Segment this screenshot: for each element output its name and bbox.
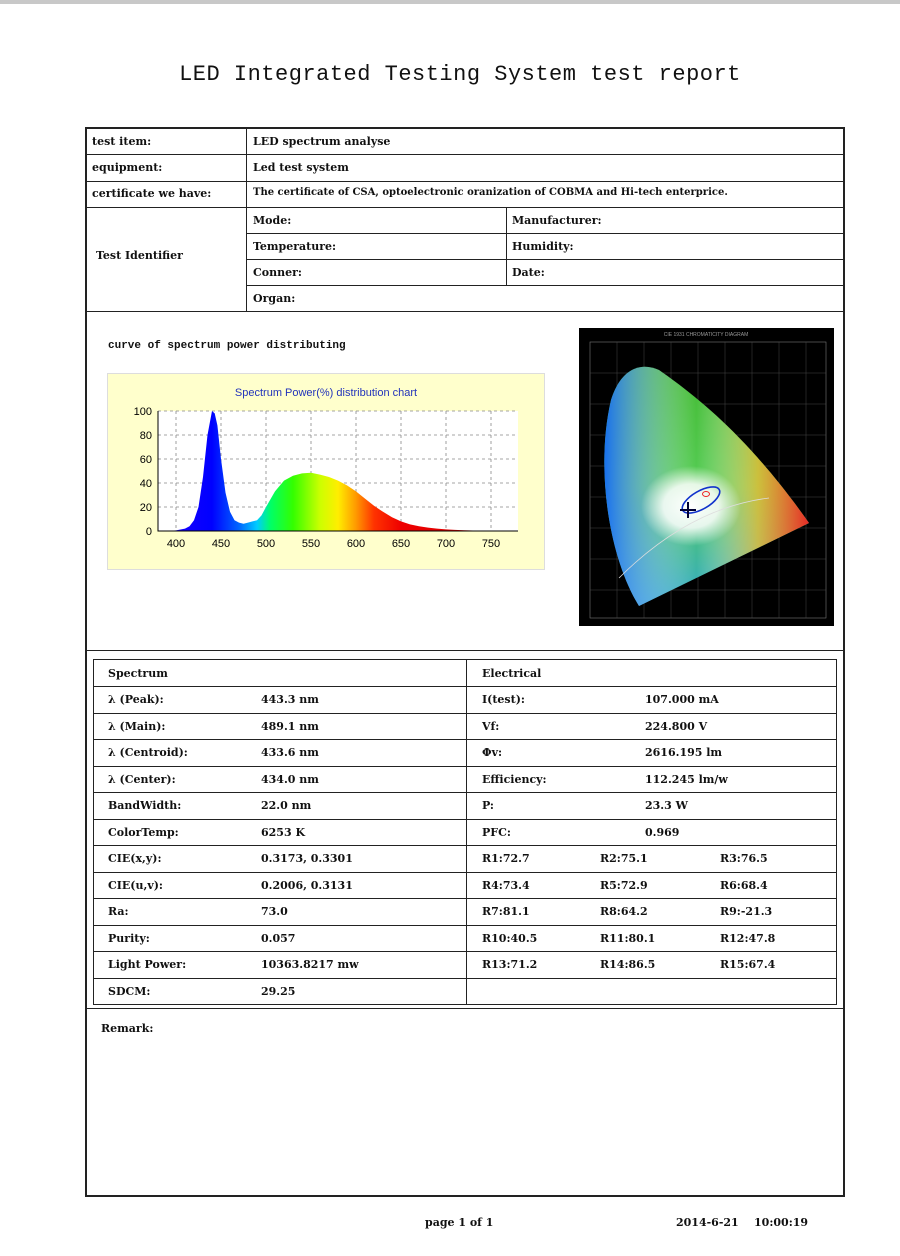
electrical-row-value: 112.245 lm/w <box>645 773 728 786</box>
cie-chromaticity-diagram <box>579 328 834 626</box>
electrical-row-label: I(test): <box>482 693 525 706</box>
spectrum-row-value: 0.057 <box>261 932 296 945</box>
electrical-row-label: Vf: <box>482 720 500 733</box>
test-item-value: LED spectrum analyse <box>253 135 391 148</box>
cri-value: R14:86.5 <box>600 958 656 971</box>
y-tick-label: 40 <box>139 478 152 490</box>
cri-value: R13:71.2 <box>482 958 538 971</box>
row-divider <box>94 766 836 767</box>
row-divider <box>94 951 836 952</box>
cie-diagram-svg <box>579 328 834 626</box>
test-item-label: test item: <box>92 135 152 148</box>
divider <box>86 311 844 312</box>
row-divider <box>94 845 836 846</box>
divider <box>86 154 844 155</box>
divider <box>246 128 247 311</box>
cie-title: CIE 1931 CHROMATICITY DIAGRAM <box>663 332 749 338</box>
manufacturer-label: Manufacturer: <box>512 214 602 227</box>
cri-value: R10:40.5 <box>482 932 538 945</box>
cri-value: R4:73.4 <box>482 879 530 892</box>
report-title: LED Integrated Testing System test report <box>179 62 741 87</box>
cri-value: R9:-21.3 <box>720 905 773 918</box>
y-tick-label: 100 <box>133 406 152 418</box>
y-tick-label: 80 <box>139 430 152 442</box>
row-divider <box>94 925 836 926</box>
spectrum-row-value: 0.2006, 0.3131 <box>261 879 353 892</box>
spectrum-row-label: Ra: <box>108 905 129 918</box>
spectrum-header: Spectrum <box>108 667 168 680</box>
humidity-label: Humidity: <box>512 240 574 253</box>
row-divider <box>94 978 836 979</box>
cri-value: R1:72.7 <box>482 852 530 865</box>
cri-value: R5:72.9 <box>600 879 648 892</box>
x-tick-label: 700 <box>436 538 456 550</box>
curve-label: curve of spectrum power distributing <box>108 340 346 352</box>
spectrum-row-value: 10363.8217 mw <box>261 958 359 971</box>
cri-value: R6:68.4 <box>720 879 768 892</box>
electrical-row-label: Φv: <box>482 746 503 759</box>
certificate-value: The certificate of CSA, optoelectronic oranization of COBMA and Hi-tech enterprice. <box>253 187 728 198</box>
organ-label: Organ: <box>253 292 296 305</box>
electrical-row-label: P: <box>482 799 494 812</box>
spectrum-row-label: ColorTemp: <box>108 826 179 839</box>
divider <box>246 259 844 260</box>
cri-value: R7:81.1 <box>482 905 530 918</box>
white-point-area <box>641 466 741 546</box>
row-divider <box>94 898 836 899</box>
chart-title: Spectrum Power(%) distribution chart <box>234 387 418 399</box>
spectrum-row-value: 29.25 <box>261 985 296 998</box>
row-divider <box>94 686 836 687</box>
divider <box>506 207 507 285</box>
divider <box>246 233 844 234</box>
y-tick-label: 0 <box>145 526 152 538</box>
page-number: page 1 of 1 <box>425 1216 494 1229</box>
spectrum-row-label: SDCM: <box>108 985 151 998</box>
equipment-value: Led test system <box>253 161 349 174</box>
electrical-row-label: Efficiency: <box>482 773 547 786</box>
spectrum-row-label: λ (Center): <box>108 773 176 786</box>
spectrum-row-label: λ (Peak): <box>108 693 164 706</box>
spectrum-row-label: BandWidth: <box>108 799 182 812</box>
electrical-row-value: 0.969 <box>645 826 680 839</box>
row-divider <box>94 872 836 873</box>
x-tick-label: 450 <box>211 538 231 550</box>
conner-label: Conner: <box>253 266 302 279</box>
spectrum-chart-svg <box>108 374 544 569</box>
row-divider <box>94 792 836 793</box>
temperature-label: Temperature: <box>253 240 337 253</box>
x-tick-label: 550 <box>301 538 321 550</box>
spectrum-row-value: 73.0 <box>261 905 288 918</box>
x-tick-label: 750 <box>481 538 501 550</box>
spectrum-row-label: Purity: <box>108 932 150 945</box>
electrical-row-value: 2616.195 lm <box>645 746 723 759</box>
cri-value: R15:67.4 <box>720 958 776 971</box>
cri-value: R8:64.2 <box>600 905 648 918</box>
spectrum-row-label: Light Power: <box>108 958 187 971</box>
remark-label: Remark: <box>101 1022 154 1035</box>
divider <box>86 650 844 651</box>
electrical-row-value: 107.000 mA <box>645 693 719 706</box>
x-tick-label: 500 <box>256 538 276 550</box>
y-tick-label: 20 <box>139 502 152 514</box>
divider <box>86 207 844 208</box>
data-table <box>93 659 837 1005</box>
x-tick-label: 650 <box>391 538 411 550</box>
report-datetime: 2014-6-21 10:00:19 <box>676 1216 809 1229</box>
spectrum-chart <box>107 373 545 570</box>
cri-value: R12:47.8 <box>720 932 776 945</box>
spectrum-row-value: 22.0 nm <box>261 799 312 812</box>
electrical-header: Electrical <box>482 667 542 680</box>
spectrum-row-value: 434.0 nm <box>261 773 319 786</box>
top-border <box>0 0 900 4</box>
cri-value: R11:80.1 <box>600 932 656 945</box>
electrical-row-value: 23.3 W <box>645 799 688 812</box>
spectrum-row-value: 433.6 nm <box>261 746 319 759</box>
divider <box>246 285 844 286</box>
x-tick-label: 400 <box>166 538 186 550</box>
date-label: Date: <box>512 266 545 279</box>
spectrum-row-label: λ (Main): <box>108 720 166 733</box>
spectrum-row-label: CIE(u,v): <box>108 879 163 892</box>
cri-value: R2:75.1 <box>600 852 648 865</box>
cri-value: R3:76.5 <box>720 852 768 865</box>
spectrum-row-value: 443.3 nm <box>261 693 319 706</box>
divider <box>86 1008 844 1009</box>
mode-label: Mode: <box>253 214 292 227</box>
spectrum-row-value: 489.1 nm <box>261 720 319 733</box>
divider <box>86 181 844 182</box>
electrical-row-value: 224.800 V <box>645 720 708 733</box>
y-tick-label: 60 <box>139 454 152 466</box>
row-divider <box>94 819 836 820</box>
test-identifier-label: Test Identifier <box>96 249 183 262</box>
spectrum-row-label: λ (Centroid): <box>108 746 188 759</box>
row-divider <box>94 713 836 714</box>
spectrum-row-label: CIE(x,y): <box>108 852 162 865</box>
electrical-row-label: PFC: <box>482 826 511 839</box>
spectrum-row-value: 0.3173, 0.3301 <box>261 852 353 865</box>
equipment-label: equipment: <box>92 161 163 174</box>
certificate-label: certificate we have: <box>92 187 212 200</box>
x-tick-label: 600 <box>346 538 366 550</box>
spectrum-row-value: 6253 K <box>261 826 306 839</box>
row-divider <box>94 739 836 740</box>
divider <box>466 660 467 1004</box>
